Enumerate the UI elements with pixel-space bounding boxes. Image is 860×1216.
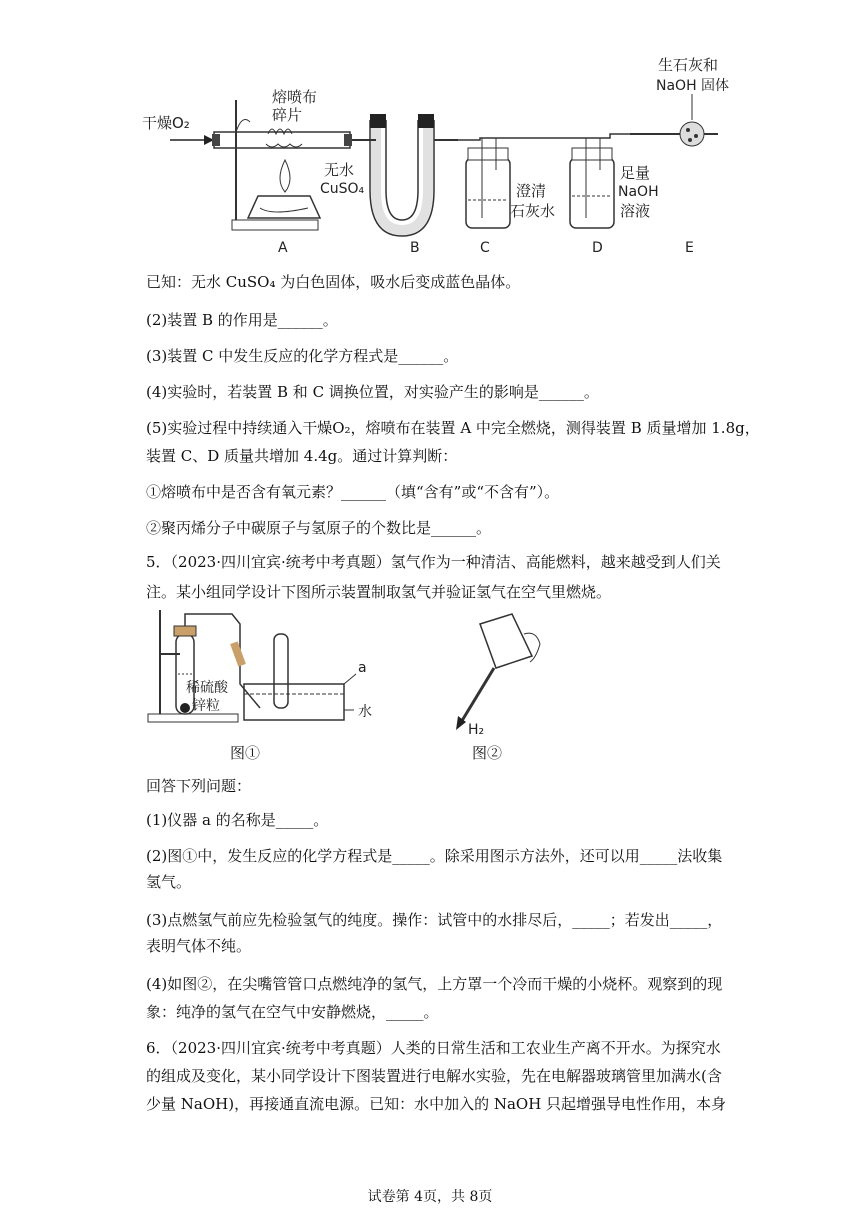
label-e: E <box>685 240 694 256</box>
figure-caption-1: 图① <box>230 744 261 762</box>
cuso4-label-1: 无水 <box>324 161 355 179</box>
label-a-trough: a <box>358 660 367 676</box>
meltblown-label-1: 熔喷布 <box>272 88 318 106</box>
text-line: 表明气体不纯。 <box>146 937 252 955</box>
limewater-label-2: 石灰水 <box>510 202 556 220</box>
label-a: A <box>278 240 288 256</box>
meltblown-label-2: 碎片 <box>272 106 303 124</box>
text-line: ①熔喷布中是否含有氧元素？______（填“含有”或“不含有”）。 <box>146 483 560 501</box>
naoh-label-3: 溶液 <box>620 202 651 220</box>
text-line: (2)图①中，发生反应的化学方程式是_____。除采用图示方法外，还可以用_____法收集 <box>146 847 723 865</box>
text-line: 5．（2023·四川宜宾·统考中考真题）氢气作为一种清洁、高能燃料，越来越受到人们关 <box>146 553 721 571</box>
limewater-label-1: 澄清 <box>516 182 547 200</box>
label-c: C <box>480 240 490 256</box>
text-line: 回答下列问题： <box>146 777 252 795</box>
cuso4-label-2: CuSO₄ <box>320 181 365 197</box>
water-label: 水 <box>358 704 372 720</box>
text-line: (4)实验时，若装置 B 和 C 调换位置，对实验产生的影响是______。 <box>146 383 599 401</box>
naoh-label-1: 足量 <box>620 164 651 182</box>
lime-label-1: 生石灰和 <box>658 56 719 74</box>
text-line: (2)装置 B 的作用是______。 <box>146 311 338 329</box>
page-footer: 试卷第 4页，共 8页 <box>367 1189 493 1205</box>
label-d: D <box>592 240 603 256</box>
text-line: 氢气。 <box>146 873 192 891</box>
text-line: (4)如图②，在尖嘴管管口点燃纯净的氢气，上方罩一个冷而干燥的小烧杯。观察到的现 <box>146 975 723 993</box>
label-b: B <box>410 240 420 256</box>
text-line: (5)实验过程中持续通入干燥O₂，熔喷布在装置 A 中完全燃烧，测得装置 B 质量增加 1.8g， <box>146 419 760 437</box>
gas-in-label: 干燥O₂ <box>142 114 190 132</box>
text-line: 6．（2023·四川宜宾·统考中考真题）人类的日常生活和工农业生产离不开水。为探究水 <box>146 1039 721 1057</box>
text-line: 已知：无水 CuSO₄ 为白色固体，吸水后变成蓝色晶体。 <box>146 273 521 291</box>
acid-label: 稀硫酸 <box>186 680 228 696</box>
text-line: ②聚丙烯分子中碳原子与氢原子的个数比是______。 <box>146 519 492 537</box>
text-line: 的组成及变化，某小同学设计下图装置进行电解水实验，先在电解器玻璃管里加满水(含 <box>146 1067 722 1085</box>
naoh-label-2: NaOH <box>618 184 659 200</box>
text-line: 装置 C、D 质量共增加 4.4g。通过计算判断： <box>146 447 458 465</box>
text-line: 少量 NaOH)，再接通直流电源。已知：水中加入的 NaOH 只起增强导电性作用，本身 <box>146 1095 727 1113</box>
lime-label-2: NaOH 固体 <box>656 78 730 94</box>
text-line: (3)装置 C 中发生反应的化学方程式是______。 <box>146 347 459 365</box>
figure-caption-2: 图② <box>472 744 503 762</box>
text-line: 象：纯净的氢气在空气中安静燃烧，_____。 <box>146 1003 439 1021</box>
h2-label: H₂ <box>468 722 485 738</box>
text-line: (3)点燃氢气前应先检验氢气的纯度。操作：试管中的水排尽后，_____；若发出_____， <box>146 911 723 929</box>
zinc-label: 锌粒 <box>192 698 220 714</box>
text-line: (1)仪器 a 的名称是_____。 <box>146 811 329 829</box>
text-line: 注。某小组同学设计下图所示装置制取氢气并验证氢气在空气里燃烧。 <box>146 583 612 601</box>
apparatus-figure-2 <box>140 604 560 764</box>
apparatus-figure-1 <box>140 20 740 265</box>
